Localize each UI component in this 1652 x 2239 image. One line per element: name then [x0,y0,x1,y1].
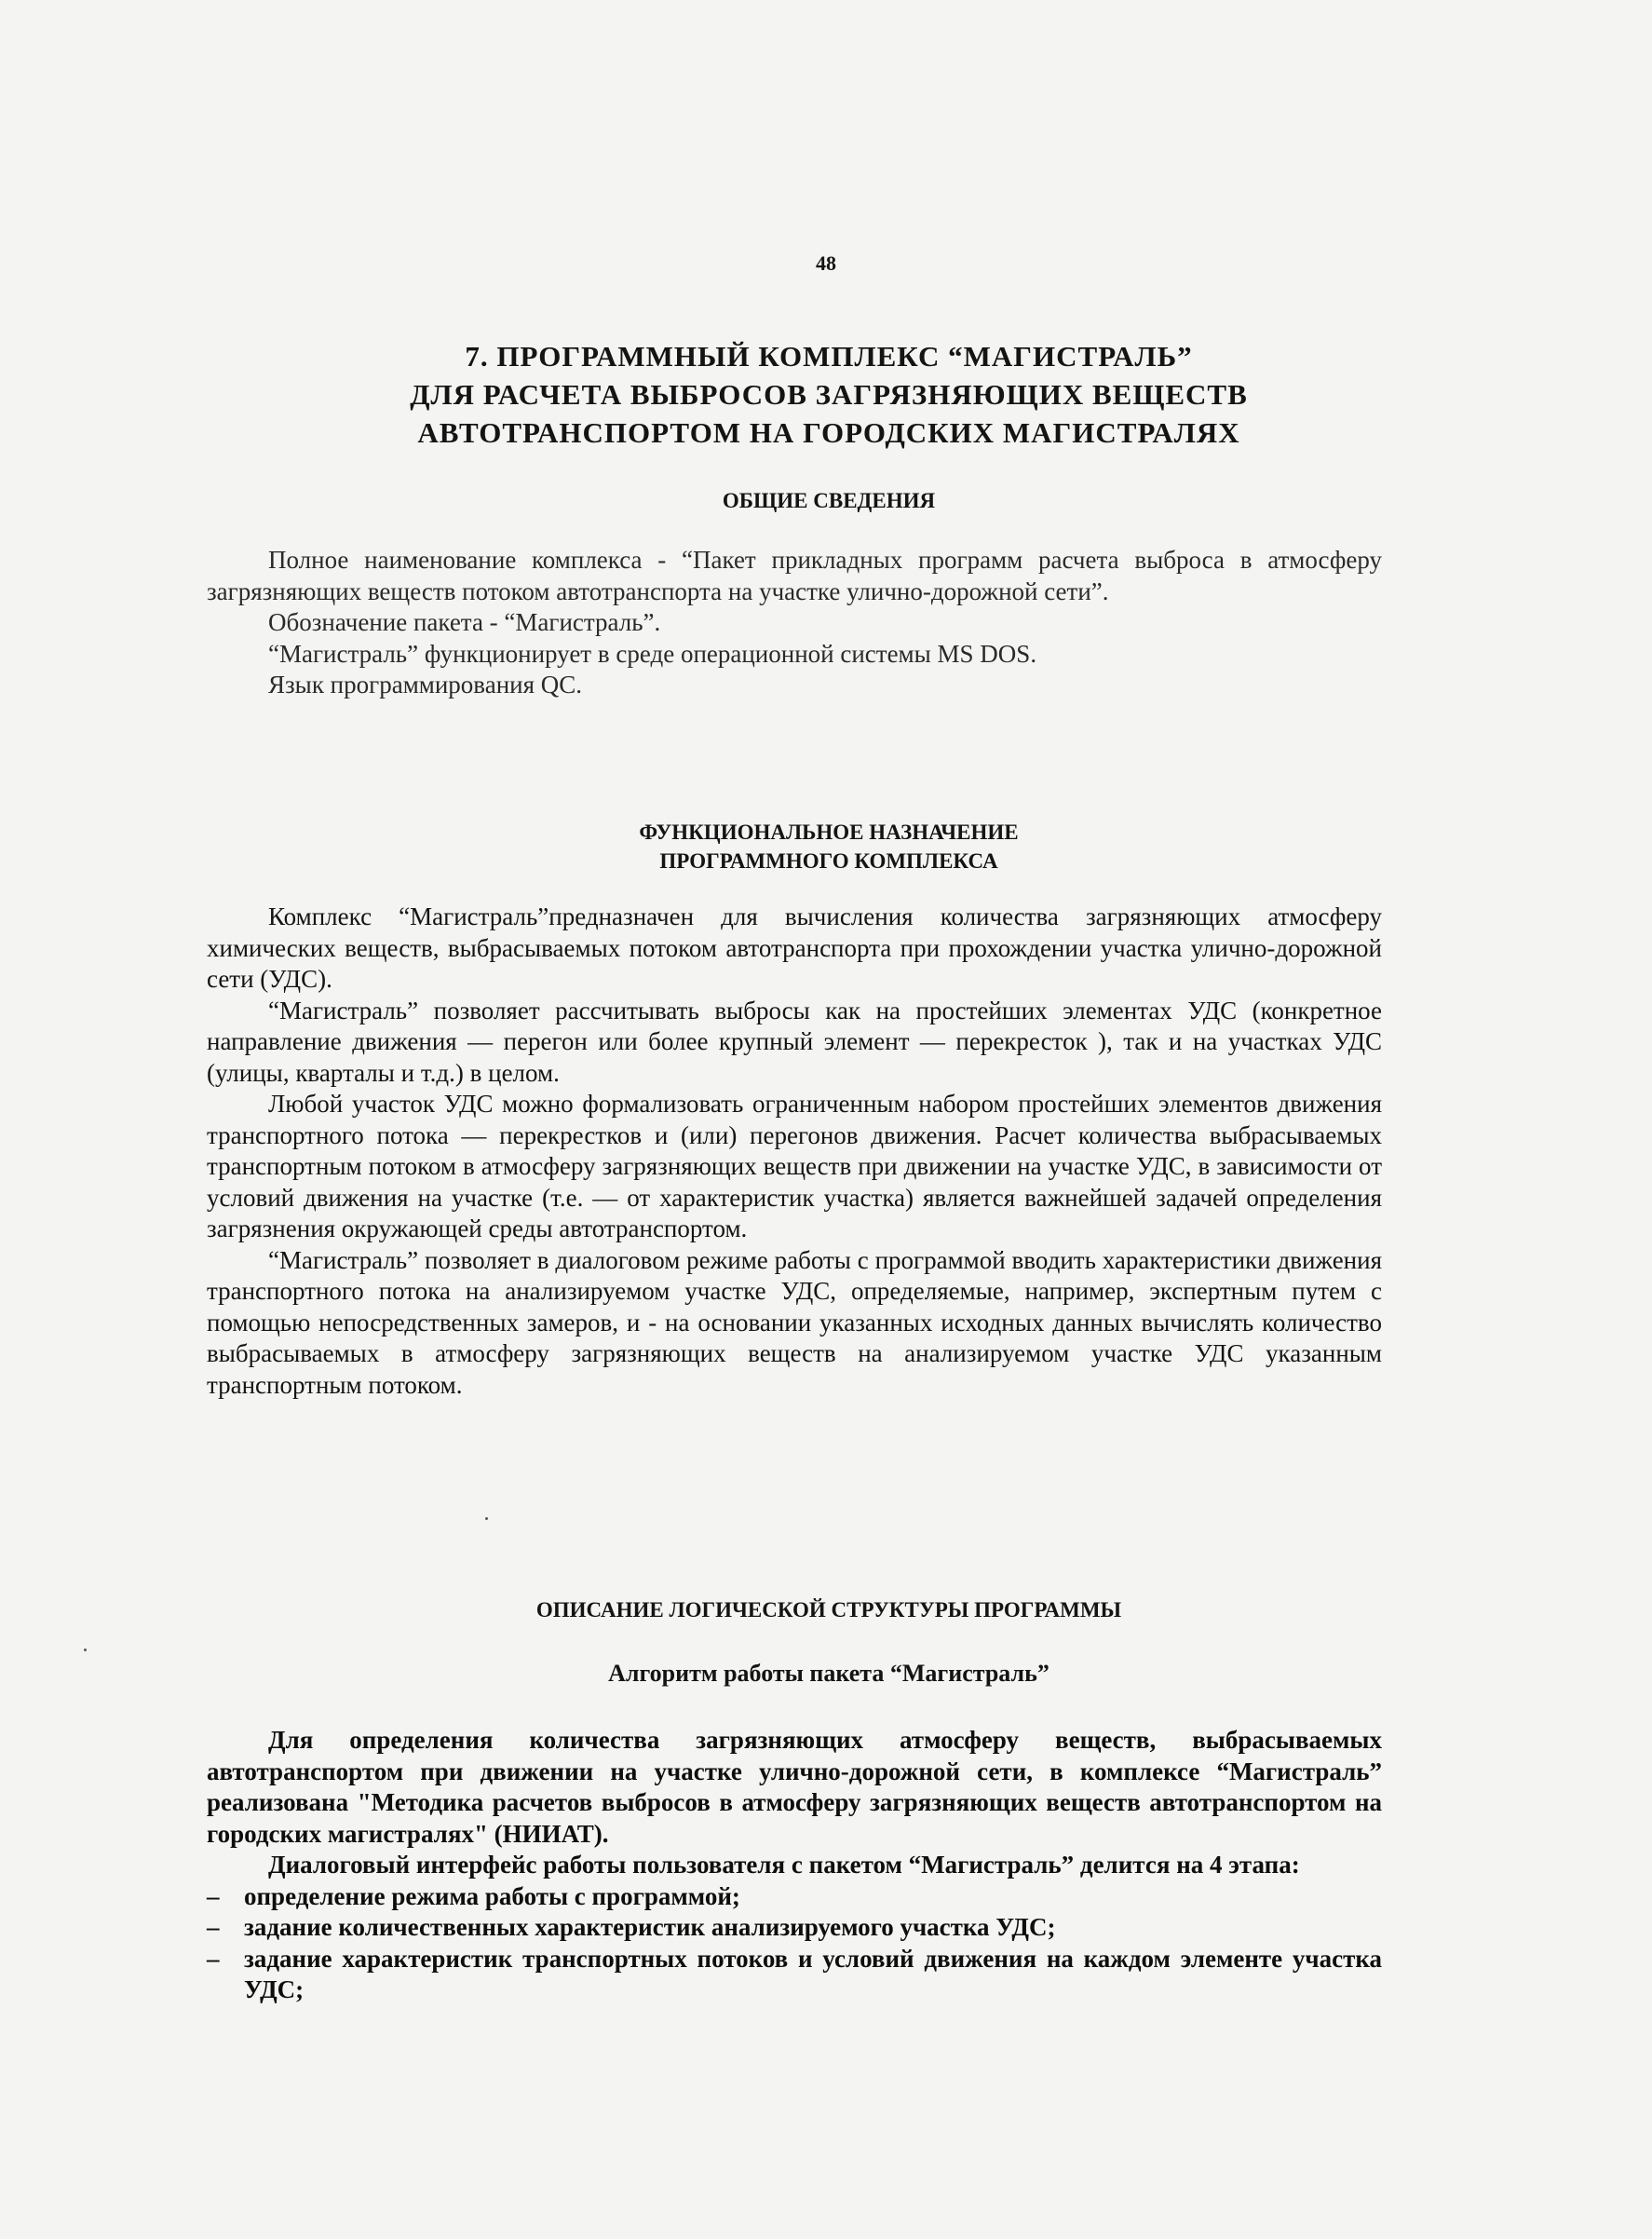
paragraph: “Магистраль” позволяет рассчитывать выбросы как на простейших элементах УДС (конкретное направление движения — перегон или более крупный элемент — перекресток ), так и на участках УДС (улицы, кварталы и т.д.) в целом. [207,996,1382,1087]
scan-speck [84,1649,87,1651]
stage-list [207,1881,1382,2006]
chapter-title-line: ДЛЯ РАСЧЕТА ВЫБРОСОВ ЗАГРЯЗНЯЮЩИХ ВЕЩЕСТВ [410,378,1248,411]
list-dash: – [207,1881,220,1910]
list-dash: – [207,1913,220,1941]
functional-purpose-section [207,902,1382,1401]
heading-line: ПРОГРАММНОГО КОМПЛЕКСА [659,849,998,873]
paragraph: “Магистраль” функционирует в среде операционной системы MS DOS. [268,639,1037,668]
general-info-section [207,545,1382,701]
paragraph: Обозначение пакета - “Магистраль”. [268,608,661,636]
chapter-title-line: АВТОТРАНСПОРТОМ НА ГОРОДСКИХ МАГИСТРАЛЯХ [417,416,1240,449]
list-item-text: задание характеристик транспортных потоков и условий движения на каждом элементе участка УДС; [244,1944,1382,2003]
heading-line: ФУНКЦИОНАЛЬНОЕ НАЗНАЧЕНИЕ [639,821,1019,844]
page-number: 48 [816,251,836,275]
general-info-heading: ОБЩИЕ СВЕДЕНИЯ [722,489,936,512]
paragraph: “Магистраль” позволяет в диалоговом режиме работы с программой вводить характеристики движения транспортного потока на анализируемом участке УДС, определяемые, например, экспертным путем с помощью непосредственных замеров, и - на основании указанных исходных данных вычислять количество выбрасываемых в атмосферу загрязняющих веществ на анализируемом участке УДС указанным транспортным потоком. [207,1245,1382,1399]
paragraph: Полное наименование комплекса - “Пакет прикладных программ расчета выброса в атмосферу загрязняющих веществ потоком автотранспорта на участке улично-дорожной сети”. [207,546,1382,605]
paragraph: Комплекс “Магистраль”предназначен для вычисления количества загрязняющих атмосферу химических веществ, выбрасываемых потоком автотранспорта при прохождении участка улично-дорожной сети (УДС). [207,902,1382,993]
list-item-text: определение режима работы с программой; [244,1881,740,1910]
paragraph: Любой участок УДС можно формализовать ограниченным набором простейших элементов движения транспортного потока — перекрестков и (или) перегонов движения. Расчет количества выбрасываемых транспортным потоком в атмосферу загрязняющих веществ при движении на участке УДС, в зависимости от условий движения на участке (т.е. — от характеристик участка) является важнейшей задачей определения загрязнения окружающей среды автотранспортом. [207,1090,1382,1242]
logical-structure-section [207,1725,1382,2006]
chapter-title-line: 7. ПРОГРАММНЫЙ КОМПЛЕКС “МАГИСТРАЛЬ” [465,340,1193,373]
list-item [207,1912,1382,1944]
paragraph: Для определения количества загрязняющих атмосферу веществ, выбрасываемых автотранспортом при движении на участке улично-дорожной сети, в комплексе “Магистраль” реализована "Методика расчетов выбросов в атмосферу загрязняющих веществ автотранспортом на городских магистралях" (НИИАТ). [207,1726,1382,1848]
paragraph: Язык программирования QC. [268,671,583,699]
list-item [207,1944,1382,2006]
algorithm-subheading: Алгоритм работы пакета “Магистраль” [608,1660,1049,1687]
chapter-title [214,337,1443,452]
list-dash: – [207,1944,220,1973]
logical-structure-heading: ОПИСАНИЕ ЛОГИЧЕСКОЙ СТРУКТУРЫ ПРОГРАММЫ [535,1598,1122,1622]
list-item-text: задание количественных характеристик анализируемого участка УДС; [244,1913,1056,1941]
list-item [207,1881,1382,1913]
functional-purpose-heading [214,818,1443,875]
scan-speck [485,1517,488,1520]
paragraph: Диалоговый интерфейс работы пользователя с пакетом “Магистраль” делится на 4 этапа: [268,1851,1300,1879]
